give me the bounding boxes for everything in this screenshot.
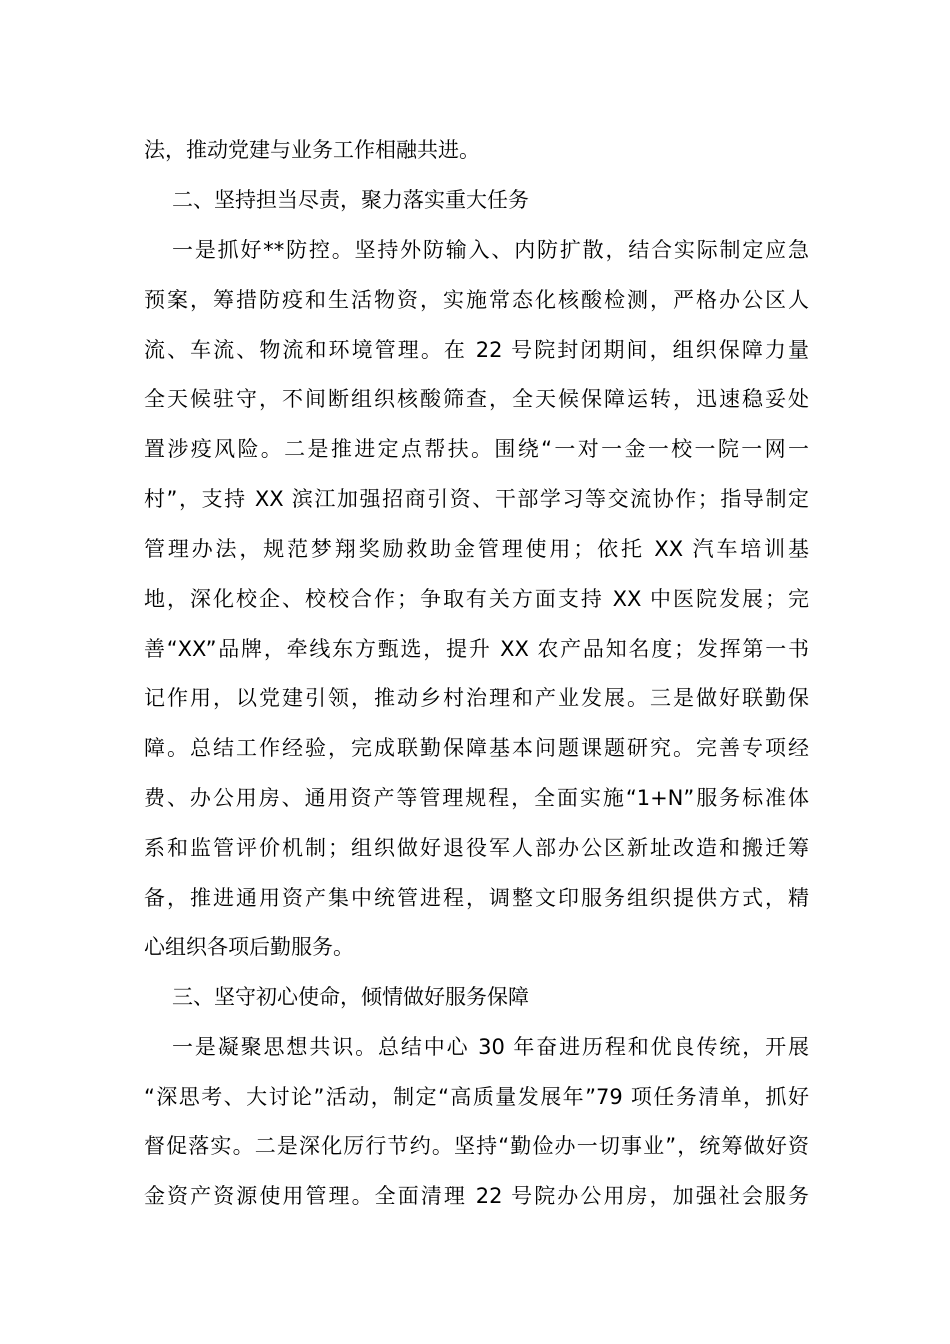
paragraph-line: 一是凝聚思想共识。总结中心 30 年奋进历程和优良传统，开展 — [172, 1035, 809, 1059]
paragraph-line: 管理办法，规范梦翔奖励救助金管理使用；依托 XX 汽车培训基 — [144, 537, 809, 561]
paragraph-line: 法，推动党建与业务工作相融共进。 — [144, 138, 480, 162]
paragraph-line: 障。总结工作经验，完成联勤保障基本问题课题研究。完善专项经 — [144, 736, 809, 760]
paragraph-line: 全天候驻守，不间断组织核酸筛查，全天候保障运转，迅速稳妥处 — [144, 387, 809, 411]
paragraph-line: 流、车流、物流和环境管理。在 22 号院封闭期间，组织保障力量 — [144, 338, 809, 362]
paragraph-line: 心组织各项后勤服务。 — [144, 935, 354, 959]
paragraph-line: 预案，筹措防疫和生活物资，实施常态化核酸检测，严格办公区人 — [144, 288, 809, 312]
paragraph-line: 一是抓好**防控。坚持外防输入、内防扩散，结合实际制定应急 — [172, 238, 809, 262]
paragraph-line: 系和监管评价机制；组织做好退役军人部办公区新址改造和搬迁筹 — [144, 836, 809, 860]
paragraph-line: 金资产资源使用管理。全面清理 22 号院办公用房，加强社会服务 — [144, 1184, 809, 1208]
section-heading: 三、坚守初心使命，倾情做好服务保障 — [172, 985, 529, 1009]
paragraph-line: 备，推进通用资产集中统管进程，调整文印服务组织提供方式，精 — [144, 886, 809, 910]
paragraph-line: 村”，支持 XX 滨江加强招商引资、干部学习等交流协作；指导制定 — [144, 487, 809, 511]
paragraph-line: 督促落实。二是深化厉行节约。坚持“勤俭办一切事业”，统筹做好资 — [144, 1134, 809, 1158]
paragraph-line: 地，深化校企、校校合作；争取有关方面支持 XX 中医院发展；完 — [144, 587, 809, 611]
paragraph-line: 费、办公用房、通用资产等管理规程，全面实施“1+N”服务标准体 — [144, 786, 809, 810]
section-heading: 二、坚持担当尽责，聚力落实重大任务 — [172, 188, 529, 212]
paragraph-line: 记作用，以党建引领，推动乡村治理和产业发展。三是做好联勤保 — [144, 686, 809, 710]
paragraph-line: 善“XX”品牌，牵线东方甄选，提升 XX 农产品知名度；发挥第一书 — [144, 637, 809, 661]
paragraph-line: 置涉疫风险。二是推进定点帮扶。围绕“一对一金一校一院一网一 — [144, 437, 809, 461]
paragraph-line: “深思考、大讨论”活动，制定“高质量发展年”79 项任务清单，抓好 — [144, 1085, 809, 1109]
